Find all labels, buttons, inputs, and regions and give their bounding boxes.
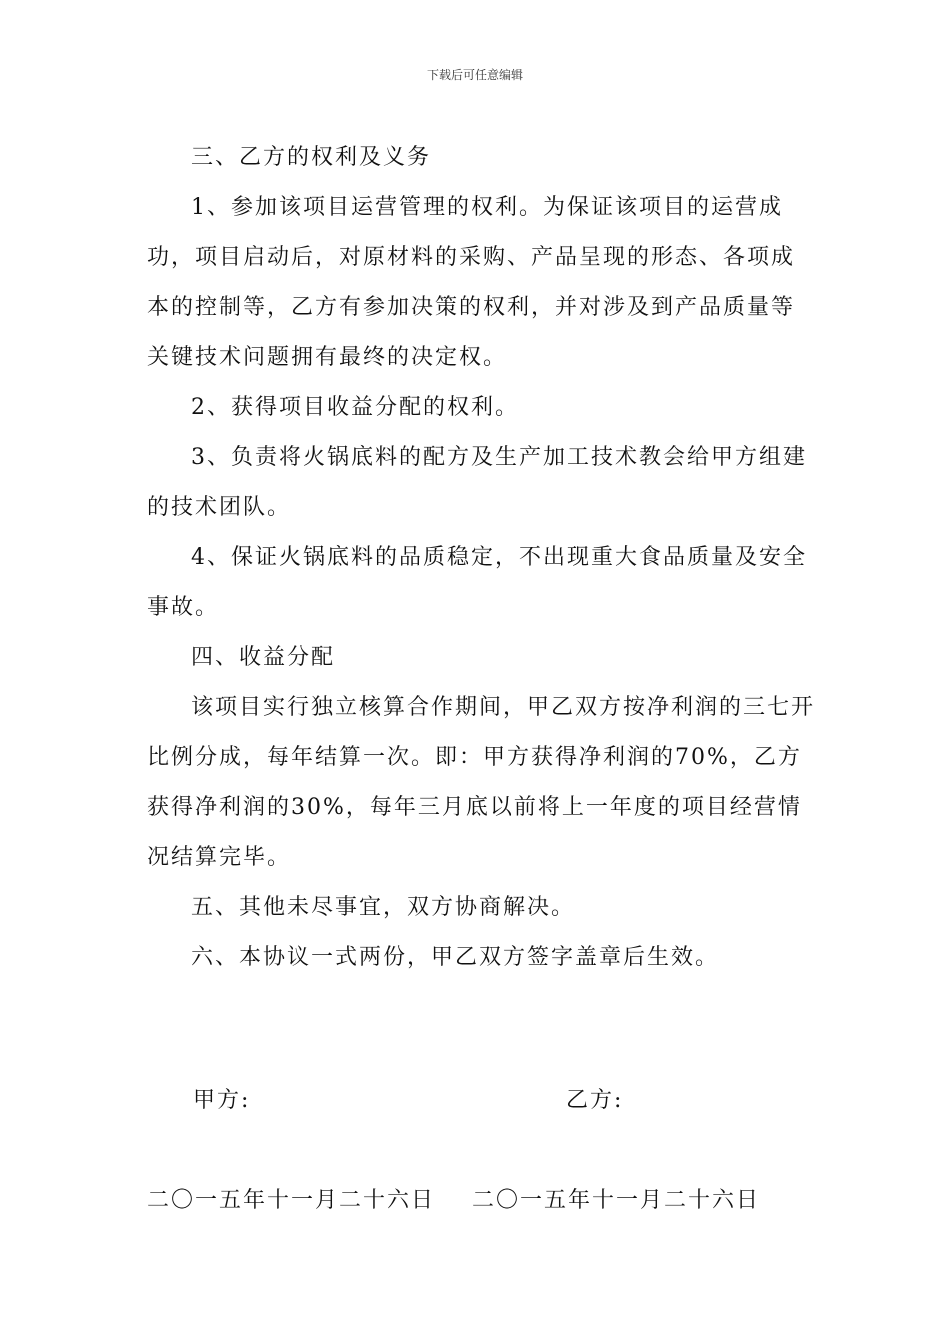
- party-a-date: 二〇一五年十一月二十六日: [147, 1188, 436, 1213]
- section-heading-profit: 四、收益分配: [191, 645, 336, 670]
- section-effectiveness: 六、本协议一式两份，甲乙双方签字盖章后生效。: [191, 945, 720, 970]
- page-header: 下载后可任意编辑: [426, 68, 523, 82]
- document-body: [147, 133, 817, 983]
- paragraph-item-2: 2、获得项目收益分配的权利。: [191, 395, 519, 420]
- section-other-matters: 五、其他未尽事宜，双方协商解决。: [191, 895, 576, 920]
- party-b-date: 二〇一五年十一月二十六日: [472, 1188, 761, 1213]
- paragraph-item-3: 3、负责将火锅底料的配方及生产加工技术教会给甲方组建的技术团队。: [147, 445, 807, 520]
- paragraph-profit-sharing: 该项目实行独立核算合作期间，甲乙双方按净利润的三七开比例分成，每年结算一次。即：甲方获得净利润的70%，乙方获得净利润的30%，每年三月底以前将上一年度的项目经营情况结算完毕。: [147, 695, 816, 870]
- party-b-signature-label: 乙方:: [566, 1088, 624, 1113]
- paragraph-item-1: 1、参加该项目运营管理的权利。为保证该项目的运营成功，项目启动后，对原材料的采购、产品呈现的形态、各项成本的控制等，乙方有参加决策的权利，并对涉及到产品质量等关键技术问题拥有最终的决定权。: [147, 195, 796, 370]
- paragraph-item-4: 4、保证火锅底料的品质稳定，不出现重大食品质量及安全事故。: [147, 545, 807, 620]
- party-a-signature-label: 甲方:: [193, 1088, 251, 1113]
- section-heading-rights: 三、乙方的权利及义务: [191, 145, 432, 170]
